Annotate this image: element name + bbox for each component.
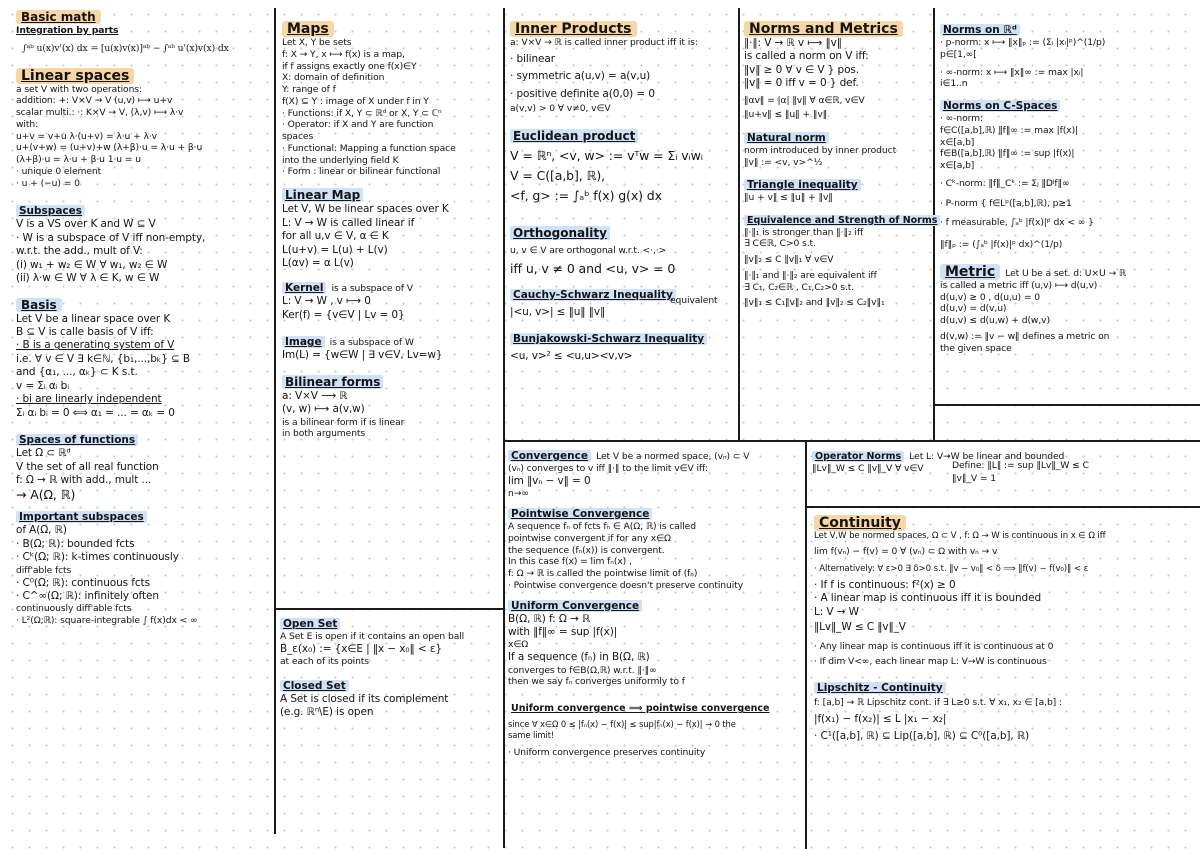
section-basis — [16, 294, 272, 421]
equivalence-line: ∃ C∈ℝ, C>0 s.t. — [744, 238, 816, 250]
section-spaces-of-functions — [16, 428, 272, 503]
c-spaces-line: · f measurable, ∫ₐᵇ |f(x)|ᵖ dx < ∞ } — [940, 217, 1094, 229]
continuity-line: L: V → W — [814, 605, 859, 618]
spaces-of-functions-line: → A(Ω, ℝ) — [16, 487, 76, 503]
maps-line: into the underlying field K — [282, 154, 399, 166]
equivalence-line: ‖v‖₁ ≤ C₁‖v‖₂ and ‖v‖₂ ≤ C₂‖v‖₁ — [744, 297, 885, 309]
natural-norm-title: Natural norm — [744, 132, 829, 144]
uniform-convergence-title: Uniform Convergence — [508, 600, 642, 612]
inner-products-line: a(v,v) > 0 ∀ v≠0, v∈V — [510, 103, 611, 115]
section-equivalence-of-norms — [744, 208, 938, 310]
linear-spaces-line: scalar multi.: ·: K×V → V, (λ,v) ⟼ λ·v — [16, 107, 184, 119]
equivalence-title: Equivalence and Strength of Norms — [744, 215, 940, 226]
maps-line: · Functional: Mapping a function space — [282, 142, 456, 154]
column-3 — [510, 18, 736, 363]
section-triangle-inequality — [744, 173, 932, 204]
subspaces-line: (ii) λ·w ∈ W ∀ λ ∈ K, w ∈ W — [16, 272, 160, 285]
kernel-line: Ker(f) = {v∈V | Lv = 0} — [282, 308, 405, 321]
spaces-of-functions-title: Spaces of functions — [16, 434, 138, 446]
equivalence-line: ‖·‖₁ and ‖·‖₂ are equivalent iff — [744, 269, 877, 281]
linear-spaces-line: with: — [16, 118, 39, 130]
maps-line: Let X, Y be sets — [282, 37, 352, 48]
section-important-subspaces — [16, 505, 272, 626]
operator-norms-line: ‖v‖_V = 1 — [952, 473, 996, 484]
continuity-line: · Alternatively: ∀ ε>0 ∃ δ>0 s.t. ‖v − v₀‖ < δ ⟹ ‖f(v) − f(v₀)‖ < ε — [814, 563, 1089, 574]
uniform-line: x∈Ω — [508, 639, 529, 651]
spaces-of-functions-line: V the set of all real function — [16, 460, 159, 473]
open-set-line: B_ε(x₀) := {x∈E | ‖x − x₀‖ < ε} — [280, 642, 442, 655]
equivalent-note: equivalent — [670, 294, 718, 306]
divider-col5 — [805, 440, 807, 849]
lipschitz-line: · C¹([a,b], ℝ) ⊆ Lip([a,b], ℝ) ⊆ C⁰([a,b], ℝ) — [814, 730, 1030, 743]
operator-norms-intro: Let L: V→W be linear and bounded — [909, 451, 1065, 462]
c-spaces-line: · Cᵏ-norm: ‖f‖_Cᵏ := Σⱼ ‖Dʲf‖∞ — [940, 177, 1070, 189]
norms-on-rd-line: i∈1..n — [940, 78, 968, 90]
pointwise-line: f: Ω → ℝ is called the pointwise limit of (fₙ) — [508, 568, 698, 580]
metric-line: the given space — [940, 342, 1012, 354]
convergence-intro: Let V be a normed space, (vₙ) ⊂ V — [596, 451, 750, 462]
maps-line: · Functions: if X, Y ⊂ ℝᵈ or X, Y ⊂ ℂⁿ — [282, 107, 442, 119]
column-5 — [940, 18, 1196, 355]
section-convergence — [508, 444, 802, 758]
metric-line: d(u,v) = d(v,u) — [940, 303, 1007, 315]
natural-norm-line: ‖v‖ := <v, v>^½ — [744, 157, 823, 169]
norms-line: ‖u+v‖ ≤ ‖u‖ + ‖v‖ — [744, 108, 828, 120]
c-spaces-line: x∈[a,b] — [940, 136, 975, 148]
image-intro: is a subspace of W — [329, 337, 414, 349]
section-metric — [940, 261, 1196, 355]
orthogonality-title: Orthogonality — [510, 226, 610, 240]
basis-line: B ⊆ V is calle basis of V iff: — [16, 326, 154, 339]
convergence-line: lim ‖vₙ − v‖ = 0 — [508, 474, 591, 487]
maps-line: f: X → Y, x ⟼ f(x) is a map, — [282, 48, 405, 60]
linear-spaces-line: · u + (−u) = 0 — [16, 177, 80, 189]
inner-products-line: · symmetric a(u,v) = a(v,u) — [510, 70, 651, 83]
pointwise-line: pointwise convergent if for any x∈Ω — [508, 532, 671, 544]
image-line: Im(L) = {w∈W | ∃ v∈V, Lv=w} — [282, 349, 443, 362]
section-linear-map — [282, 184, 500, 270]
column-1 — [16, 6, 272, 627]
linear-map-line: for all u,v ∈ V, α ∈ K — [282, 230, 389, 243]
bilinear-forms-line: a: V×V ⟶ ℝ — [282, 389, 348, 402]
norms-on-rd-line: p∈[1,∞[ — [940, 48, 977, 60]
uniform-line: with ‖f‖∞ = sup |f(x)| — [508, 626, 618, 638]
bunjakowski-schwarz-line: <u, v>² ≤ <u,u><v,v> — [510, 350, 633, 363]
linear-map-line: L(αv) = α L(v) — [282, 256, 354, 269]
section-norms-on-c-spaces — [940, 94, 1196, 251]
cauchy-schwarz-title: Cauchy-Schwarz Inequality — [510, 289, 676, 301]
divider-continuity — [805, 506, 1200, 508]
bunjakowski-schwarz-title: Bunjakowski-Schwarz Inequality — [510, 333, 707, 345]
integration-by-parts-formula: ∫ᵃᵇ u(x)v'(x) dx = [u(x)v(x)]ᵃᵇ − ∫ᵃᵇ u'(x)v(x) dx — [22, 42, 229, 54]
linear-map-line: L(u+v) = L(u) + L(v) — [282, 243, 388, 256]
lipschitz-line: f: [a,b] → ℝ Lipschitz cont. if ∃ L≥0 s.t. ∀ x₁, x₂ ∈ [a,b] : — [814, 697, 1062, 709]
norms-line: is called a norm on V iff: — [744, 50, 869, 63]
uniform-line: converges to f∈B(Ω,ℝ) w.r.t. ‖·‖∞ — [508, 664, 657, 676]
operator-norms-title: Operator Norms — [812, 451, 904, 462]
c-spaces-line: f∈C([a,b],ℝ) ‖f‖∞ := max |f(x)| — [940, 124, 1079, 136]
basis-line: · B is a generating system of V — [16, 339, 175, 352]
important-subspaces-line: of A(Ω, ℝ) — [16, 524, 67, 537]
section-norms-and-metrics — [744, 18, 932, 120]
column-2 — [282, 18, 500, 440]
uniform-line: then we say fₙ converges uniformly to f — [508, 676, 685, 688]
euclidean-product-title: Euclidean product — [510, 129, 638, 143]
maps-line: · Form : linear or bilinear functional — [282, 166, 441, 178]
inner-products-line: · bilinear — [510, 52, 555, 65]
equivalence-line: ∃ C₁, C₂∈ℝ , C₁,C₂>0 s.t. — [744, 281, 855, 293]
section-orthogonality — [510, 222, 736, 277]
norms-and-metrics-title: Norms and Metrics — [744, 21, 903, 37]
basis-line: Let V be a linear space over K — [16, 312, 171, 325]
section-basic-math — [16, 6, 272, 55]
inner-products-line: · positive definite a(0,0) = 0 — [510, 87, 655, 100]
continuity-line: · Any linear map is continuous iff it is continuous at 0 — [814, 640, 1054, 652]
bilinear-forms-line: is a bilinear form if is linear — [282, 416, 405, 428]
divider-col2 — [503, 8, 505, 848]
bilinear-forms-title: Bilinear forms — [282, 375, 383, 389]
section-cauchy-schwarz — [510, 283, 736, 319]
kernel-intro: is a subspace of V — [331, 283, 413, 295]
c-spaces-line: f∈B([a,b],ℝ) ‖f‖∞ := sup |f(x)| — [940, 148, 1075, 160]
maps-title: Maps — [282, 21, 334, 37]
maps-line: f(X) ⊆ Y : image of X under f in Y — [282, 95, 429, 107]
uniform-vs-pointwise-line: same limit! — [508, 729, 555, 740]
section-image — [282, 330, 500, 362]
euclidean-product-line: V = C([a,b], ℝ), — [510, 167, 605, 183]
pointwise-convergence-title: Pointwise Convergence — [508, 508, 652, 520]
linear-spaces-line: (λ+β)·u = λ·u + β·u 1·u = u — [16, 154, 141, 166]
divider-metric — [933, 404, 1200, 406]
linear-map-line: L: V → W is called linear if — [282, 216, 415, 229]
maps-line: · Operator: if X and Y are function — [282, 119, 434, 131]
important-subspaces-line: · C^∞(Ω; ℝ): infinitely often — [16, 589, 159, 602]
section-continuity — [814, 512, 1198, 744]
spaces-of-functions-line: f: Ω → ℝ with add., mult ... — [16, 473, 152, 486]
kernel-line: L: V → W , v ⟼ 0 — [282, 295, 371, 308]
basis-line: v = Σᵢ αᵢ bᵢ — [16, 379, 70, 392]
linear-spaces-line: a set V with two operations: — [16, 83, 142, 95]
divider-opensets — [274, 608, 503, 610]
bilinear-forms-line: (v, w) ⟼ a(v,w) — [282, 403, 365, 416]
section-kernel — [282, 276, 500, 322]
linear-spaces-line: u+v = v+u λ·(u+v) = λ·u + λ·v — [16, 130, 158, 142]
continuity-title: Continuity — [814, 515, 906, 531]
metric-line: d(u,v) ≥ 0 , d(u,u) = 0 — [940, 291, 1040, 303]
norms-line: ‖v‖ = 0 iff v = 0 } def. — [744, 77, 859, 90]
maps-line: spaces — [282, 131, 314, 143]
basis-line: · bi are linearly independent — [16, 393, 162, 406]
important-subspaces-line: diff'able fcts — [16, 564, 72, 576]
metric-line: is called a metric iff (u,v) ⟼ d(u,v) — [940, 279, 1098, 291]
open-set-title: Open Set — [280, 618, 340, 630]
metric-title: Metric — [940, 264, 1000, 280]
closed-set-title: Closed Set — [280, 680, 349, 692]
bilinear-forms-line: in both arguments — [282, 428, 366, 440]
pointwise-line: In this case f(x) = lim fₙ(x) , — [508, 556, 632, 568]
section-norms-on-rd — [940, 18, 1196, 90]
spaces-of-functions-line: Let Ω ⊂ ℝᵈ — [16, 447, 71, 460]
triangle-inequality-title: Triangle inequality — [744, 179, 861, 191]
important-subspaces-title: Important subspaces — [16, 511, 147, 523]
c-spaces-line: ‖f‖ₚ := (∫ₐᵇ |f(x)|ᵖ dx)^(1/p) — [940, 239, 1063, 251]
linear-map-title: Linear Map — [282, 188, 363, 202]
kernel-title: Kernel — [282, 282, 326, 294]
linear-spaces-line: u+(v+w) = (u+v)+w (λ+β)·u = λ·u + β·u — [16, 142, 203, 154]
orthogonality-line: u, v ∈ V are orthogonal w.r.t. <·,·> — [510, 244, 667, 256]
subspaces-title: Subspaces — [16, 205, 85, 217]
important-subspaces-line: · Cᵏ(Ω; ℝ): k-times continuously — [16, 551, 179, 564]
integration-by-parts-label: Integration by parts — [16, 25, 119, 36]
norms-on-rd-line: · ∞-norm: x ⟼ ‖x‖∞ := max |xᵢ| — [940, 66, 1084, 78]
section-open-set — [280, 612, 502, 720]
equivalence-line: ‖·‖₁ is stronger than ‖·‖₂ iff — [744, 226, 864, 238]
convergence-line: (vₙ) converges to v iff ‖·‖ to the limit v∈V iff: — [508, 463, 708, 474]
open-set-line: A Set E is open if it contains an open ball — [280, 631, 465, 642]
section-operator-norms — [812, 444, 1198, 484]
orthogonality-line: iff u, v ≠ 0 and <u, v> = 0 — [510, 260, 676, 276]
maps-line: if f assigns exactly one f(x)∈Y — [282, 60, 417, 72]
euclidean-product-line: <f, g> := ∫ₐᵇ f(x) g(x) dx — [510, 187, 662, 203]
pointwise-line: the sequence (fₙ(x)) is convergent. — [508, 544, 665, 556]
uniform-line: B(Ω, ℝ) f: Ω → ℝ — [508, 612, 591, 625]
subspaces-line: V is a VS over K and W ⊆ V — [16, 218, 156, 231]
important-subspaces-line: continuously diff'able fcts — [16, 603, 132, 615]
norms-on-rd-title: Norms on ℝᵈ — [940, 24, 1020, 36]
basis-title: Basis — [16, 298, 62, 312]
convergence-line: n→∞ — [508, 488, 529, 500]
euclidean-product-line: V = ℝⁿ, <v, w> := vᵀw = Σᵢ vᵢwᵢ — [510, 147, 703, 163]
equivalence-line: ‖v‖₂ ≤ C ‖v‖₁ ∀ v∈V — [744, 254, 834, 266]
important-subspaces-line: · L²(Ω;ℝ): square-integrable ∫ f(x)dx < ∞ — [16, 615, 198, 627]
open-set-line: at each of its points — [280, 656, 369, 668]
important-subspaces-line: · B(Ω; ℝ): bounded fcts — [16, 537, 135, 550]
section-linear-spaces — [16, 65, 272, 190]
cauchy-schwarz-line: |<u, v>| ≤ ‖u‖ ‖v‖ — [510, 305, 606, 318]
section-inner-products — [510, 18, 736, 115]
linear-spaces-line: · unique 0 element — [16, 165, 102, 177]
column-4 — [744, 18, 938, 309]
basic-math-title: Basic math — [16, 10, 101, 24]
metric-line: d(v,w) := ‖v − w‖ defines a metric on — [940, 331, 1110, 343]
section-bunjakowski-schwarz — [510, 327, 736, 363]
linear-map-line: Let V, W be linear spaces over K — [282, 203, 449, 216]
natural-norm-line: norm introduced by inner product — [744, 145, 897, 157]
basis-line: and {α₁, ..., αₖ} ⊂ K s.t. — [16, 366, 138, 379]
inner-products-line: a: V×V → ℝ is called inner product iff it is: — [510, 37, 698, 48]
divider-col3 — [738, 8, 740, 440]
section-natural-norm — [744, 126, 932, 169]
continuity-line: ‖Lv‖_W ≤ C ‖v‖_V — [814, 621, 906, 634]
operator-norms-line: Define: ‖L‖ := sup ‖Lv‖_W ≤ C — [952, 460, 1089, 471]
lipschitz-title: Lipschitz - Continuity — [814, 682, 946, 694]
metric-intro: Let U be a set. d: U×U → ℝ — [1005, 267, 1127, 279]
metric-line: d(u,v) ≤ d(u,w) + d(w,v) — [940, 315, 1050, 327]
convergence-title: Convergence — [508, 450, 591, 462]
continuity-line: · If dim V<∞, each linear map L: V→W is continuous — [814, 656, 1047, 668]
lipschitz-line: |f(x₁) − f(x₂)| ≤ L |x₁ − x₂| — [814, 712, 947, 725]
norms-on-c-spaces-title: Norms on C-Spaces — [940, 100, 1060, 112]
norms-on-rd-line: · p-norm: x ⟼ ‖x‖ₚ := (Σᵢ |xᵢ|ᵖ)^(1/p) — [940, 37, 1106, 48]
closed-set-line: A Set is closed if its complement — [280, 692, 449, 705]
maps-line: Y: range of f — [282, 84, 336, 96]
basis-line: Σᵢ αᵢ bᵢ = 0 ⟺ α₁ = ... = αₖ = 0 — [16, 406, 175, 419]
pointwise-line: · Pointwise convergence doesn't preserve continuity — [508, 579, 744, 591]
continuity-line: Let V,W be normed spaces, Ω ⊂ V , f: Ω → W is continuous in x ∈ Ω iff — [814, 531, 1106, 541]
section-bilinear-forms — [282, 371, 500, 440]
operator-norms-line: ‖Lv‖_W ≤ C ‖v‖_V ∀ v∈V — [812, 463, 924, 474]
continuity-line: · A linear map is continuous iff it is bounded — [814, 592, 1042, 605]
norms-line: ‖v‖ ≥ 0 ∀ v ∈ V } pos. — [744, 63, 859, 76]
subspaces-line: w.r.t. the add., mult of V: — [16, 245, 143, 258]
norms-line: ‖·‖: V → ℝ v ⟼ ‖v‖ — [744, 37, 842, 49]
maps-line: X: domain of definition — [282, 72, 385, 84]
section-subspaces — [16, 199, 272, 285]
section-euclidean-product — [510, 125, 736, 204]
divider-col1 — [274, 8, 276, 834]
divider-row2 — [503, 440, 1200, 442]
uniform-vs-pointwise-line: · Uniform convergence preserves continuity — [508, 746, 706, 758]
uniform-vs-pointwise-title: Uniform convergence ⟹ pointwise convergence — [511, 703, 770, 715]
closed-set-line: (e.g. ℝⁿ\E) is open — [280, 706, 374, 719]
c-spaces-line: · ∞-norm: — [940, 113, 984, 125]
linear-spaces-line: addition: +: V×V → V (u,v) ⟼ u+v — [16, 95, 173, 107]
inner-products-title: Inner Products — [510, 21, 637, 37]
image-title: Image — [282, 336, 325, 348]
continuity-line: · If f is continuous: f²(x) ≥ 0 — [814, 578, 956, 591]
norms-line: ‖αv‖ = |α| ‖v‖ ∀ α∈ℝ, v∈V — [744, 94, 865, 106]
linear-spaces-title: Linear spaces — [16, 68, 134, 84]
triangle-inequality-line: ‖u + v‖ ≤ ‖u‖ + ‖v‖ — [744, 191, 833, 203]
c-spaces-line: x∈[a,b] — [940, 160, 975, 172]
section-maps — [282, 18, 500, 178]
basis-line: i.e. ∀ v ∈ V ∃ k∈ℕ, {b₁,...,bₖ} ⊆ B — [16, 352, 190, 365]
subspaces-line: · W is a subspace of V iff non-empty, — [16, 231, 206, 244]
c-spaces-line: · P-norm { f∈Lᵖ([a,b],ℝ), p≥1 — [940, 197, 1072, 209]
uniform-vs-pointwise-line: since ∀ x∈Ω 0 ≤ |fₙ(x) − f(x)| ≤ sup|fₙ(x) − f(x)| → 0 the — [508, 719, 736, 730]
continuity-line: lim f(vₙ) − f(v) = 0 ∀ (vₙ) ⊂ Ω with vₙ → v — [814, 546, 998, 557]
important-subspaces-line: · C⁰(Ω; ℝ): continuous fcts — [16, 576, 150, 589]
subspaces-line: (i) w₁ + w₂ ∈ W ∀ w₁, w₂ ∈ W — [16, 258, 168, 271]
uniform-line: If a sequence (fₙ) in B(Ω, ℝ) — [508, 651, 650, 664]
pointwise-line: A sequence fₙ of fcts fₙ ∈ A(Ω, ℝ) is called — [508, 520, 696, 532]
